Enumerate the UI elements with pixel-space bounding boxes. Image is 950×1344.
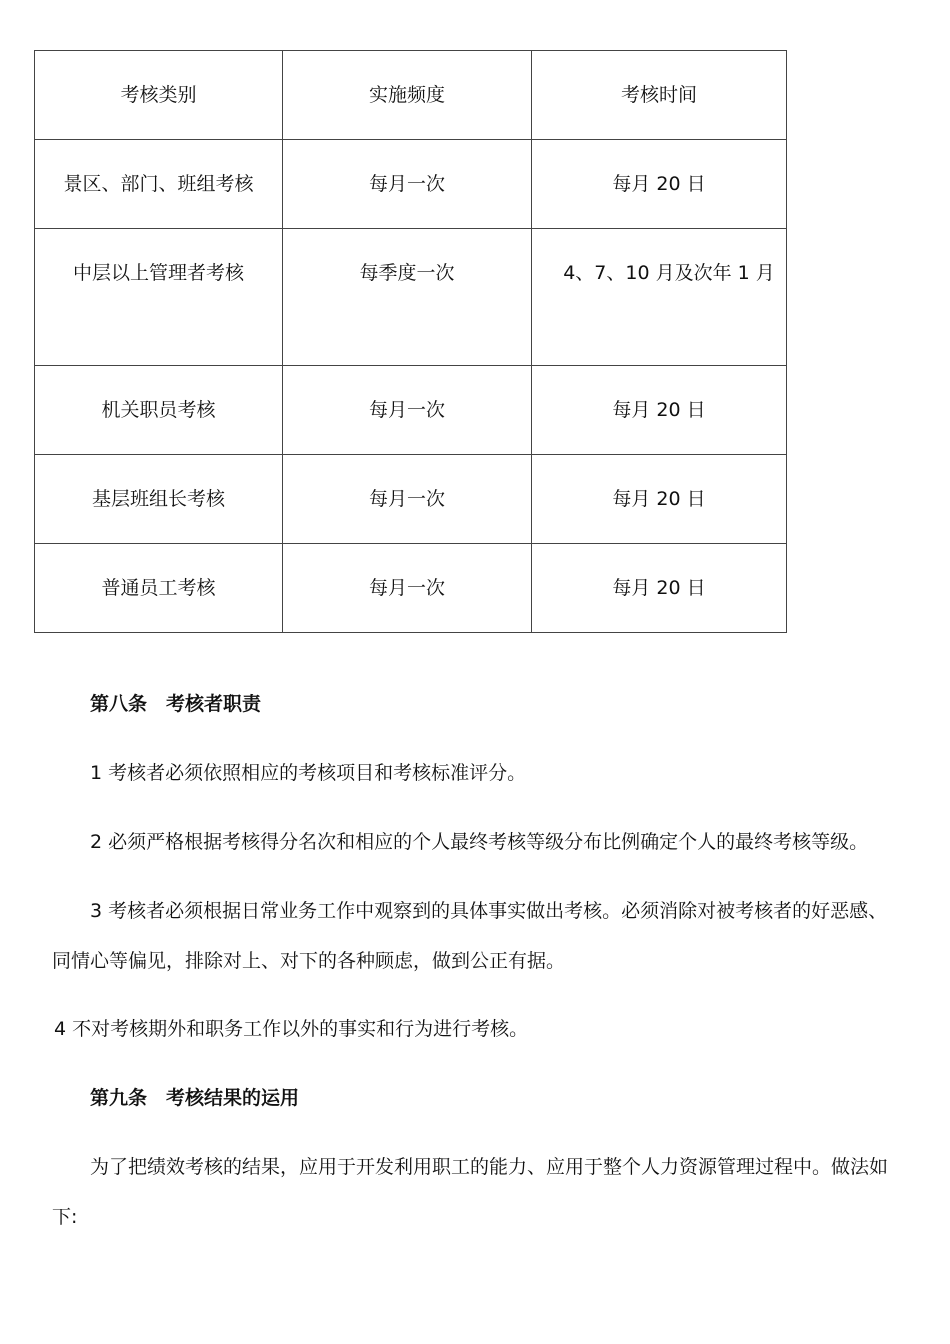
article-8-title: 考核者职责	[166, 693, 262, 715]
article-8-item-3: 3 考核者必须根据日常业务工作中观察到的具体事实做出考核。必须消除对被考核者的好恶感、同情心等偏见，排除对上、对下的各种顾虑，做到公正有据。	[52, 900, 888, 972]
cell-category: 景区、部门、班组考核	[35, 140, 283, 229]
article-9-text: 为了把绩效考核的结果，应用于开发利用职工的能力、应用于整个人力资源管理过程中。做法如下:	[52, 1156, 889, 1228]
header-time: 考核时间	[532, 51, 787, 140]
table-row	[35, 229, 787, 366]
cell-frequency: 每月一次	[283, 544, 532, 633]
cell-category: 机关职员考核	[35, 366, 283, 455]
article-9-heading	[52, 1073, 902, 1123]
article-8-item-1: 1 考核者必须依照相应的考核项目和考核标准评分。	[90, 762, 527, 784]
article-9-title: 考核结果的运用	[166, 1087, 300, 1109]
cell-time: 每月 20 日	[532, 455, 787, 544]
cell-frequency: 每月一次	[283, 366, 532, 455]
table-row	[35, 140, 787, 229]
cell-time: 每月 20 日	[532, 140, 787, 229]
article-8-item-2: 2 必须严格根据考核得分名次和相应的个人最终考核等级分布比例确定个人的最终考核等级。	[90, 831, 869, 853]
table-header-row	[35, 51, 787, 140]
article-8-item-4: 4 不对考核期外和职务工作以外的事实和行为进行考核。	[54, 1018, 529, 1040]
cell-category: 普通员工考核	[35, 544, 283, 633]
cell-category: 中层以上管理者考核	[35, 229, 283, 366]
table-row	[35, 544, 787, 633]
table-row	[35, 366, 787, 455]
cell-time: 每月 20 日	[532, 544, 787, 633]
cell-frequency: 每月一次	[283, 140, 532, 229]
article-9-number: 第九条	[90, 1087, 148, 1109]
article-8-heading	[52, 679, 902, 729]
cell-time: 每月 20 日	[532, 366, 787, 455]
assessment-schedule-table	[34, 50, 787, 633]
cell-frequency: 每季度一次	[283, 229, 532, 366]
header-frequency: 实施频度	[283, 51, 532, 140]
cell-category: 基层班组长考核	[35, 455, 283, 544]
cell-frequency: 每月一次	[283, 455, 532, 544]
article-8-number: 第八条	[90, 693, 148, 715]
cell-time: 4、7、10 月及次年 1 月	[532, 229, 787, 366]
header-category: 考核类别	[35, 51, 283, 140]
table-row	[35, 455, 787, 544]
